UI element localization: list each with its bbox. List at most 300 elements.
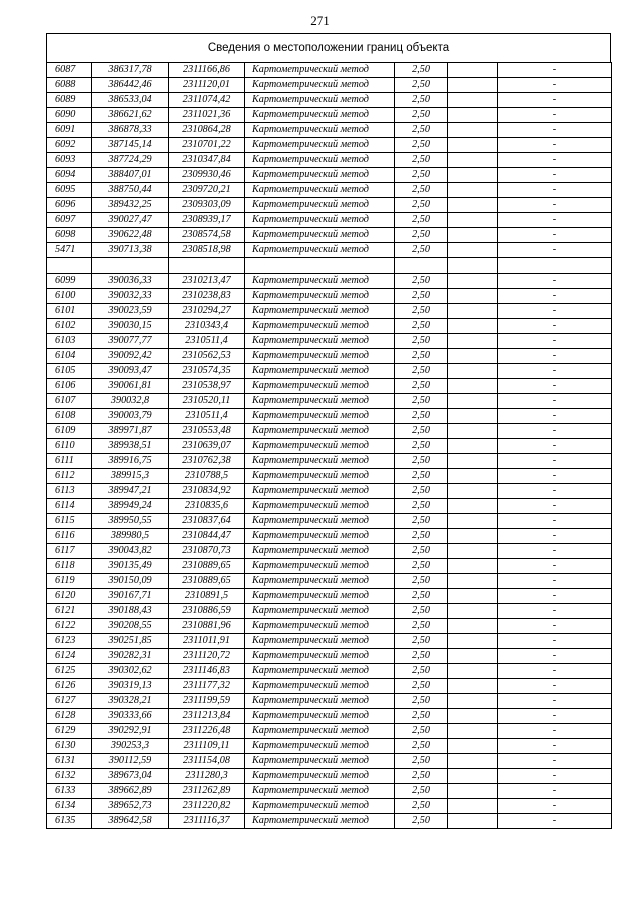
method-cell: Картометрический метод bbox=[245, 123, 395, 138]
empty-cell bbox=[448, 303, 498, 318]
point-number-cell: 6112 bbox=[47, 468, 92, 483]
separator-row bbox=[47, 258, 612, 274]
precision-cell: 2,50 bbox=[395, 798, 448, 813]
point-number-cell: 6135 bbox=[47, 813, 92, 828]
y-coordinate-cell bbox=[169, 258, 245, 274]
point-number-cell: 6126 bbox=[47, 678, 92, 693]
precision-cell: 2,50 bbox=[395, 648, 448, 663]
precision-cell: 2,50 bbox=[395, 633, 448, 648]
point-number-cell: 6087 bbox=[47, 63, 92, 78]
y-coordinate-cell: 2311116,37 bbox=[169, 813, 245, 828]
x-coordinate-cell: 389916,75 bbox=[92, 453, 169, 468]
table-row bbox=[47, 348, 612, 363]
point-number-cell: 6106 bbox=[47, 378, 92, 393]
y-coordinate-cell: 2310343,4 bbox=[169, 318, 245, 333]
table-row bbox=[47, 453, 612, 468]
y-coordinate-cell: 2309720,21 bbox=[169, 183, 245, 198]
y-coordinate-cell: 2310889,65 bbox=[169, 558, 245, 573]
dash-cell: - bbox=[498, 618, 612, 633]
dash-cell: - bbox=[498, 318, 612, 333]
empty-cell bbox=[448, 273, 498, 288]
dash-cell: - bbox=[498, 648, 612, 663]
x-coordinate-cell: 390093,47 bbox=[92, 363, 169, 378]
table-row bbox=[47, 333, 612, 348]
precision-cell: 2,50 bbox=[395, 723, 448, 738]
y-coordinate-cell: 2311074,42 bbox=[169, 93, 245, 108]
empty-cell bbox=[448, 588, 498, 603]
precision-cell: 2,50 bbox=[395, 753, 448, 768]
point-number-cell: 6099 bbox=[47, 273, 92, 288]
precision-cell bbox=[395, 258, 448, 274]
table-row bbox=[47, 528, 612, 543]
x-coordinate-cell: 389950,55 bbox=[92, 513, 169, 528]
precision-cell: 2,50 bbox=[395, 498, 448, 513]
empty-cell bbox=[448, 258, 498, 274]
dash-cell: - bbox=[498, 438, 612, 453]
empty-cell bbox=[448, 153, 498, 168]
point-number-cell: 6110 bbox=[47, 438, 92, 453]
empty-cell bbox=[448, 438, 498, 453]
table-row bbox=[47, 408, 612, 423]
table-row bbox=[47, 183, 612, 198]
table-row bbox=[47, 798, 612, 813]
point-number-cell: 6100 bbox=[47, 288, 92, 303]
dash-cell: - bbox=[498, 78, 612, 93]
empty-cell bbox=[448, 558, 498, 573]
x-coordinate-cell: 390135,49 bbox=[92, 558, 169, 573]
y-coordinate-cell: 2311146,83 bbox=[169, 663, 245, 678]
empty-cell bbox=[448, 408, 498, 423]
y-coordinate-cell: 2310701,22 bbox=[169, 138, 245, 153]
precision-cell: 2,50 bbox=[395, 393, 448, 408]
y-coordinate-cell: 2310511,4 bbox=[169, 408, 245, 423]
table-row bbox=[47, 363, 612, 378]
point-number-cell: 6119 bbox=[47, 573, 92, 588]
dash-cell: - bbox=[498, 798, 612, 813]
point-number-cell: 6107 bbox=[47, 393, 92, 408]
table-title: Сведения о местоположении границ объекта bbox=[46, 33, 611, 62]
method-cell: Картометрический метод bbox=[245, 798, 395, 813]
x-coordinate-cell: 386317,78 bbox=[92, 63, 169, 78]
point-number-cell: 6113 bbox=[47, 483, 92, 498]
point-number-cell: 6117 bbox=[47, 543, 92, 558]
point-number-cell: 6105 bbox=[47, 363, 92, 378]
method-cell: Картометрический метод bbox=[245, 648, 395, 663]
dash-cell: - bbox=[498, 63, 612, 78]
dash-cell: - bbox=[498, 468, 612, 483]
method-cell: Картометрический метод bbox=[245, 363, 395, 378]
precision-cell: 2,50 bbox=[395, 228, 448, 243]
empty-cell bbox=[448, 378, 498, 393]
table-row bbox=[47, 228, 612, 243]
dash-cell: - bbox=[498, 213, 612, 228]
table-row bbox=[47, 633, 612, 648]
x-coordinate-cell: 390003,79 bbox=[92, 408, 169, 423]
method-cell: Картометрический метод bbox=[245, 153, 395, 168]
precision-cell: 2,50 bbox=[395, 708, 448, 723]
x-coordinate-cell: 389938,51 bbox=[92, 438, 169, 453]
precision-cell: 2,50 bbox=[395, 138, 448, 153]
dash-cell: - bbox=[498, 483, 612, 498]
method-cell: Картометрический метод bbox=[245, 213, 395, 228]
y-coordinate-cell: 2308939,17 bbox=[169, 213, 245, 228]
y-coordinate-cell: 2311109,11 bbox=[169, 738, 245, 753]
empty-cell bbox=[448, 198, 498, 213]
precision-cell: 2,50 bbox=[395, 363, 448, 378]
empty-cell bbox=[448, 393, 498, 408]
y-coordinate-cell: 2310870,73 bbox=[169, 543, 245, 558]
dash-cell: - bbox=[498, 273, 612, 288]
method-cell: Картометрический метод bbox=[245, 693, 395, 708]
precision-cell: 2,50 bbox=[395, 693, 448, 708]
precision-cell: 2,50 bbox=[395, 573, 448, 588]
dash-cell: - bbox=[498, 513, 612, 528]
table-row bbox=[47, 93, 612, 108]
dash-cell: - bbox=[498, 723, 612, 738]
point-number-cell: 6124 bbox=[47, 648, 92, 663]
y-coordinate-cell: 2310886,59 bbox=[169, 603, 245, 618]
x-coordinate-cell: 390027,47 bbox=[92, 213, 169, 228]
x-coordinate-cell: 390061,81 bbox=[92, 378, 169, 393]
coordinates-table-body bbox=[47, 63, 612, 829]
table-row bbox=[47, 723, 612, 738]
dash-cell: - bbox=[498, 633, 612, 648]
method-cell: Картометрический метод bbox=[245, 723, 395, 738]
precision-cell: 2,50 bbox=[395, 558, 448, 573]
precision-cell: 2,50 bbox=[395, 528, 448, 543]
x-coordinate-cell: 389662,89 bbox=[92, 783, 169, 798]
method-cell: Картометрический метод bbox=[245, 393, 395, 408]
table-row bbox=[47, 783, 612, 798]
table-row bbox=[47, 273, 612, 288]
x-coordinate-cell: 390112,59 bbox=[92, 753, 169, 768]
method-cell: Картометрический метод bbox=[245, 138, 395, 153]
precision-cell: 2,50 bbox=[395, 243, 448, 258]
precision-cell: 2,50 bbox=[395, 168, 448, 183]
y-coordinate-cell: 2311226,48 bbox=[169, 723, 245, 738]
y-coordinate-cell: 2311120,01 bbox=[169, 78, 245, 93]
table-row bbox=[47, 483, 612, 498]
table-row bbox=[47, 693, 612, 708]
table-row bbox=[47, 108, 612, 123]
dash-cell: - bbox=[498, 108, 612, 123]
point-number-cell: 6132 bbox=[47, 768, 92, 783]
point-number-cell: 6090 bbox=[47, 108, 92, 123]
x-coordinate-cell: 389980,5 bbox=[92, 528, 169, 543]
empty-cell bbox=[448, 543, 498, 558]
empty-cell bbox=[448, 123, 498, 138]
x-coordinate-cell: 390030,15 bbox=[92, 318, 169, 333]
precision-cell: 2,50 bbox=[395, 738, 448, 753]
precision-cell: 2,50 bbox=[395, 663, 448, 678]
y-coordinate-cell: 2310213,47 bbox=[169, 273, 245, 288]
table-row bbox=[47, 678, 612, 693]
method-cell: Картометрический метод bbox=[245, 438, 395, 453]
dash-cell: - bbox=[498, 498, 612, 513]
precision-cell: 2,50 bbox=[395, 333, 448, 348]
x-coordinate-cell: 386442,46 bbox=[92, 78, 169, 93]
table-row bbox=[47, 63, 612, 78]
y-coordinate-cell: 2310835,6 bbox=[169, 498, 245, 513]
empty-cell bbox=[448, 333, 498, 348]
empty-cell bbox=[448, 483, 498, 498]
x-coordinate-cell bbox=[92, 258, 169, 274]
dash-cell: - bbox=[498, 708, 612, 723]
table-row bbox=[47, 468, 612, 483]
precision-cell: 2,50 bbox=[395, 123, 448, 138]
y-coordinate-cell: 2310574,35 bbox=[169, 363, 245, 378]
method-cell: Картометрический метод bbox=[245, 603, 395, 618]
y-coordinate-cell: 2310837,64 bbox=[169, 513, 245, 528]
x-coordinate-cell: 387145,14 bbox=[92, 138, 169, 153]
x-coordinate-cell: 389949,24 bbox=[92, 498, 169, 513]
table-row bbox=[47, 588, 612, 603]
method-cell: Картометрический метод bbox=[245, 108, 395, 123]
empty-cell bbox=[448, 243, 498, 258]
point-number-cell: 6088 bbox=[47, 78, 92, 93]
empty-cell bbox=[448, 288, 498, 303]
x-coordinate-cell: 390302,62 bbox=[92, 663, 169, 678]
method-cell: Картометрический метод bbox=[245, 63, 395, 78]
method-cell: Картометрический метод bbox=[245, 753, 395, 768]
precision-cell: 2,50 bbox=[395, 318, 448, 333]
precision-cell: 2,50 bbox=[395, 78, 448, 93]
point-number-cell: 6114 bbox=[47, 498, 92, 513]
dash-cell: - bbox=[498, 783, 612, 798]
dash-cell: - bbox=[498, 333, 612, 348]
table-row bbox=[47, 213, 612, 228]
empty-cell bbox=[448, 213, 498, 228]
method-cell: Картометрический метод bbox=[245, 93, 395, 108]
y-coordinate-cell: 2311177,32 bbox=[169, 678, 245, 693]
y-coordinate-cell: 2310889,65 bbox=[169, 573, 245, 588]
x-coordinate-cell: 389673,04 bbox=[92, 768, 169, 783]
point-number-cell: 6134 bbox=[47, 798, 92, 813]
y-coordinate-cell: 2310238,83 bbox=[169, 288, 245, 303]
point-number-cell: 6101 bbox=[47, 303, 92, 318]
dash-cell: - bbox=[498, 558, 612, 573]
x-coordinate-cell: 389915,3 bbox=[92, 468, 169, 483]
method-cell: Картометрический метод bbox=[245, 408, 395, 423]
y-coordinate-cell: 2310881,96 bbox=[169, 618, 245, 633]
precision-cell: 2,50 bbox=[395, 543, 448, 558]
empty-cell bbox=[448, 363, 498, 378]
precision-cell: 2,50 bbox=[395, 213, 448, 228]
method-cell: Картометрический метод bbox=[245, 468, 395, 483]
method-cell: Картометрический метод bbox=[245, 333, 395, 348]
x-coordinate-cell: 390036,33 bbox=[92, 273, 169, 288]
point-number-cell: 6129 bbox=[47, 723, 92, 738]
table-row bbox=[47, 138, 612, 153]
precision-cell: 2,50 bbox=[395, 288, 448, 303]
empty-cell bbox=[448, 318, 498, 333]
empty-cell bbox=[448, 498, 498, 513]
dash-cell: - bbox=[498, 738, 612, 753]
point-number-cell: 6108 bbox=[47, 408, 92, 423]
dash-cell: - bbox=[498, 153, 612, 168]
table-row bbox=[47, 648, 612, 663]
empty-cell bbox=[448, 138, 498, 153]
precision-cell: 2,50 bbox=[395, 108, 448, 123]
y-coordinate-cell: 2311154,08 bbox=[169, 753, 245, 768]
empty-cell bbox=[448, 348, 498, 363]
point-number-cell: 6123 bbox=[47, 633, 92, 648]
point-number-cell: 5471 bbox=[47, 243, 92, 258]
empty-cell bbox=[448, 573, 498, 588]
table-row bbox=[47, 303, 612, 318]
precision-cell: 2,50 bbox=[395, 813, 448, 828]
method-cell: Картометрический метод bbox=[245, 768, 395, 783]
y-coordinate-cell: 2309303,09 bbox=[169, 198, 245, 213]
x-coordinate-cell: 390282,31 bbox=[92, 648, 169, 663]
dash-cell: - bbox=[498, 603, 612, 618]
table-row bbox=[47, 813, 612, 828]
dash-cell bbox=[498, 258, 612, 274]
y-coordinate-cell: 2311213,84 bbox=[169, 708, 245, 723]
table-row bbox=[47, 318, 612, 333]
method-cell: Картометрический метод bbox=[245, 483, 395, 498]
dash-cell: - bbox=[498, 573, 612, 588]
table-row bbox=[47, 663, 612, 678]
precision-cell: 2,50 bbox=[395, 468, 448, 483]
y-coordinate-cell: 2311220,82 bbox=[169, 798, 245, 813]
empty-cell bbox=[448, 738, 498, 753]
x-coordinate-cell: 390167,71 bbox=[92, 588, 169, 603]
dash-cell: - bbox=[498, 393, 612, 408]
precision-cell: 2,50 bbox=[395, 768, 448, 783]
method-cell: Картометрический метод bbox=[245, 423, 395, 438]
table-row bbox=[47, 423, 612, 438]
x-coordinate-cell: 387724,29 bbox=[92, 153, 169, 168]
page-number: 271 bbox=[310, 13, 330, 28]
precision-cell: 2,50 bbox=[395, 273, 448, 288]
method-cell: Картометрический метод bbox=[245, 453, 395, 468]
table-row bbox=[47, 513, 612, 528]
precision-cell: 2,50 bbox=[395, 348, 448, 363]
dash-cell: - bbox=[498, 198, 612, 213]
method-cell: Картометрический метод bbox=[245, 663, 395, 678]
method-cell: Картометрический метод bbox=[245, 303, 395, 318]
dash-cell: - bbox=[498, 678, 612, 693]
empty-cell bbox=[448, 693, 498, 708]
y-coordinate-cell: 2310562,53 bbox=[169, 348, 245, 363]
y-coordinate-cell: 2310762,38 bbox=[169, 453, 245, 468]
table-row bbox=[47, 558, 612, 573]
method-cell: Картометрический метод bbox=[245, 78, 395, 93]
method-cell: Картометрический метод bbox=[245, 558, 395, 573]
x-coordinate-cell: 390150,09 bbox=[92, 573, 169, 588]
empty-cell bbox=[448, 93, 498, 108]
x-coordinate-cell: 389642,58 bbox=[92, 813, 169, 828]
empty-cell bbox=[448, 648, 498, 663]
table-row bbox=[47, 288, 612, 303]
empty-cell bbox=[448, 618, 498, 633]
dash-cell: - bbox=[498, 528, 612, 543]
method-cell: Картометрический метод bbox=[245, 228, 395, 243]
precision-cell: 2,50 bbox=[395, 513, 448, 528]
empty-cell bbox=[448, 78, 498, 93]
table-row bbox=[47, 498, 612, 513]
method-cell: Картометрический метод bbox=[245, 378, 395, 393]
point-number-cell: 6133 bbox=[47, 783, 92, 798]
precision-cell: 2,50 bbox=[395, 183, 448, 198]
precision-cell: 2,50 bbox=[395, 378, 448, 393]
dash-cell: - bbox=[498, 813, 612, 828]
precision-cell: 2,50 bbox=[395, 678, 448, 693]
point-number-cell: 6115 bbox=[47, 513, 92, 528]
x-coordinate-cell: 386533,04 bbox=[92, 93, 169, 108]
precision-cell: 2,50 bbox=[395, 198, 448, 213]
y-coordinate-cell: 2310538,97 bbox=[169, 378, 245, 393]
dash-cell: - bbox=[498, 378, 612, 393]
precision-cell: 2,50 bbox=[395, 603, 448, 618]
dash-cell: - bbox=[498, 588, 612, 603]
table-row bbox=[47, 243, 612, 258]
method-cell: Картометрический метод bbox=[245, 783, 395, 798]
point-number-cell: 6093 bbox=[47, 153, 92, 168]
method-cell: Картометрический метод bbox=[245, 183, 395, 198]
dash-cell: - bbox=[498, 663, 612, 678]
y-coordinate-cell: 2311011,91 bbox=[169, 633, 245, 648]
point-number-cell: 6125 bbox=[47, 663, 92, 678]
y-coordinate-cell: 2311166,86 bbox=[169, 63, 245, 78]
x-coordinate-cell: 389947,21 bbox=[92, 483, 169, 498]
precision-cell: 2,50 bbox=[395, 783, 448, 798]
method-cell: Картометрический метод bbox=[245, 498, 395, 513]
table-row bbox=[47, 123, 612, 138]
dash-cell: - bbox=[498, 768, 612, 783]
empty-cell bbox=[448, 228, 498, 243]
table-row bbox=[47, 378, 612, 393]
y-coordinate-cell: 2310834,92 bbox=[169, 483, 245, 498]
table-row bbox=[47, 603, 612, 618]
empty-cell bbox=[448, 678, 498, 693]
x-coordinate-cell: 390092,42 bbox=[92, 348, 169, 363]
dash-cell: - bbox=[498, 543, 612, 558]
y-coordinate-cell: 2311120,72 bbox=[169, 648, 245, 663]
method-cell: Картометрический метод bbox=[245, 318, 395, 333]
dash-cell: - bbox=[498, 183, 612, 198]
x-coordinate-cell: 388750,44 bbox=[92, 183, 169, 198]
empty-cell bbox=[448, 768, 498, 783]
dash-cell: - bbox=[498, 693, 612, 708]
empty-cell bbox=[448, 798, 498, 813]
dash-cell: - bbox=[498, 228, 612, 243]
x-coordinate-cell: 390077,77 bbox=[92, 333, 169, 348]
y-coordinate-cell: 2311280,3 bbox=[169, 768, 245, 783]
table-row bbox=[47, 753, 612, 768]
empty-cell bbox=[448, 168, 498, 183]
table-row bbox=[47, 393, 612, 408]
point-number-cell: 6102 bbox=[47, 318, 92, 333]
point-number-cell: 6094 bbox=[47, 168, 92, 183]
empty-cell bbox=[448, 813, 498, 828]
x-coordinate-cell: 390032,33 bbox=[92, 288, 169, 303]
method-cell: Картометрический метод bbox=[245, 678, 395, 693]
x-coordinate-cell: 390251,85 bbox=[92, 633, 169, 648]
method-cell: Картометрический метод bbox=[245, 813, 395, 828]
dash-cell: - bbox=[498, 138, 612, 153]
point-number-cell: 6104 bbox=[47, 348, 92, 363]
x-coordinate-cell: 389971,87 bbox=[92, 423, 169, 438]
method-cell: Картометрический метод bbox=[245, 288, 395, 303]
y-coordinate-cell: 2310511,4 bbox=[169, 333, 245, 348]
method-cell: Картометрический метод bbox=[245, 588, 395, 603]
dash-cell: - bbox=[498, 348, 612, 363]
x-coordinate-cell: 390292,91 bbox=[92, 723, 169, 738]
dash-cell: - bbox=[498, 93, 612, 108]
precision-cell: 2,50 bbox=[395, 93, 448, 108]
